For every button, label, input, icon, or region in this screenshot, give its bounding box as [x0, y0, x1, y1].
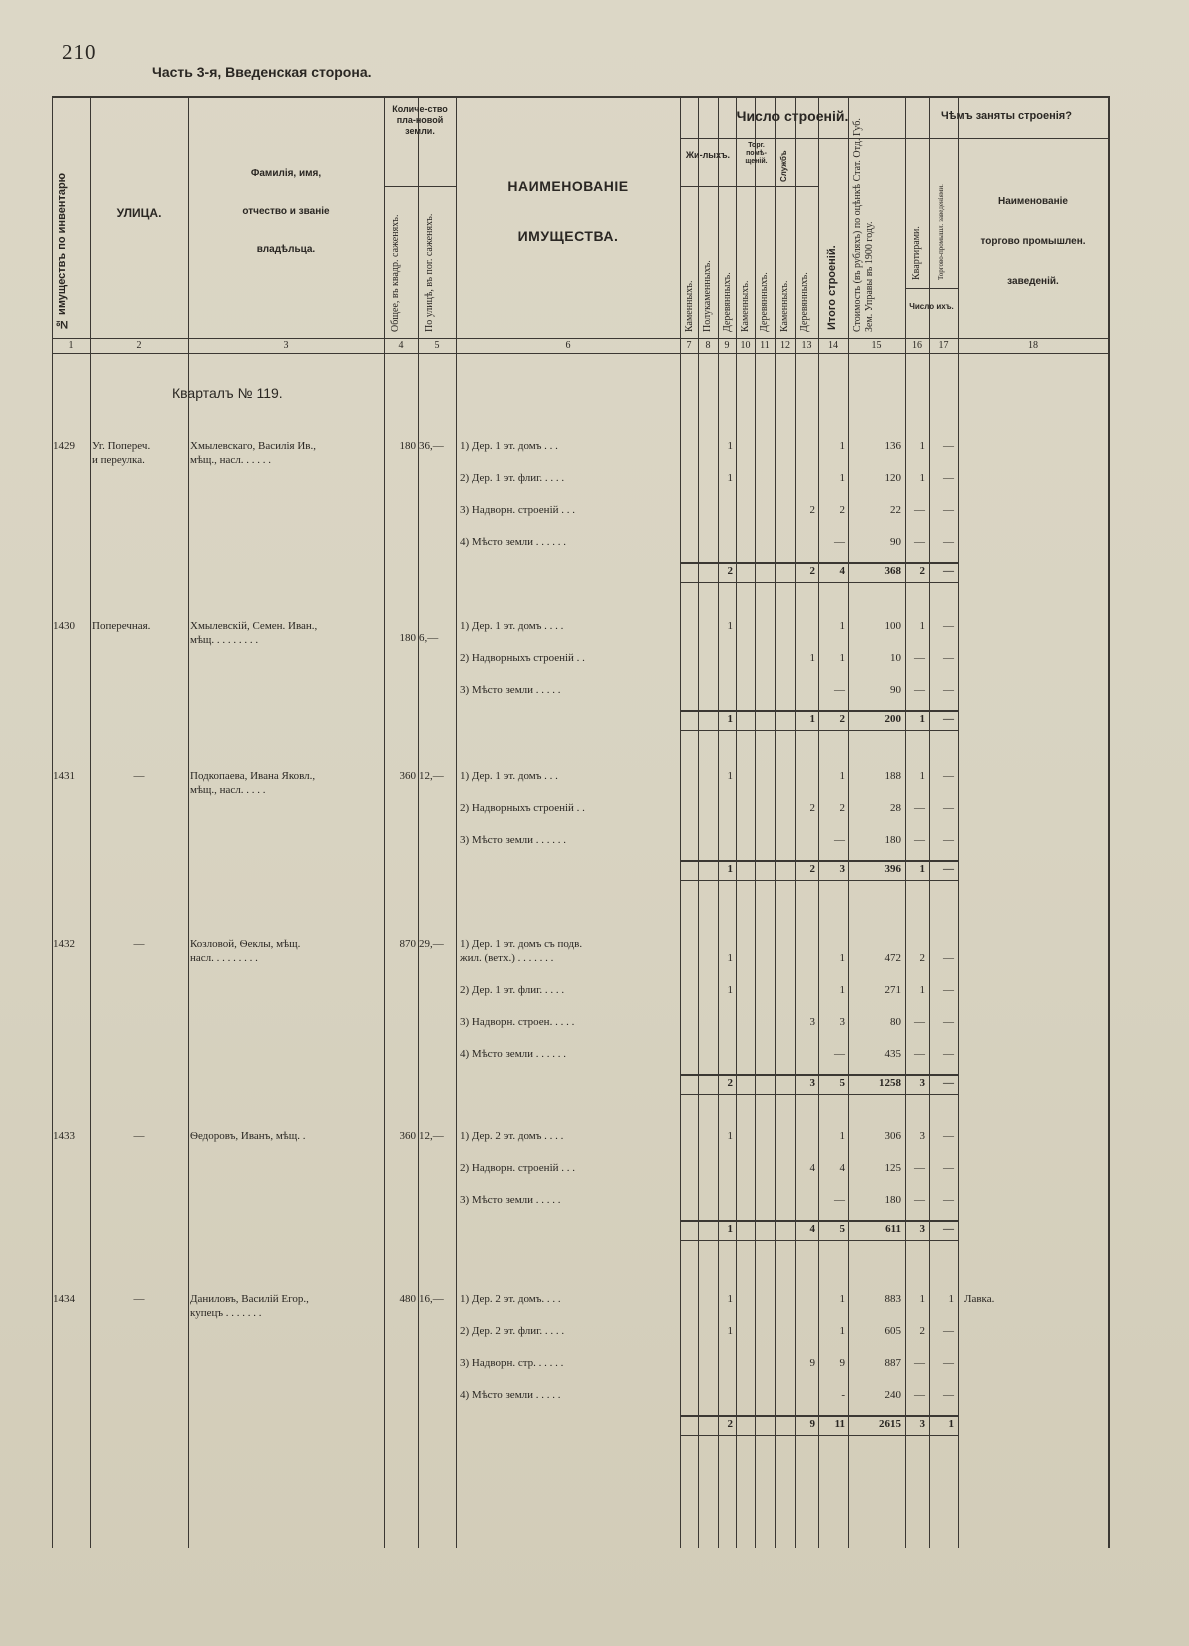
sum-c14: 5: [839, 1077, 845, 1089]
item-apartments: 1: [919, 1293, 925, 1305]
item-cost: 271: [884, 984, 901, 996]
column-rule: [188, 96, 189, 1548]
column-number: 14: [828, 340, 838, 351]
item-c14: 1: [839, 770, 845, 782]
row-rule: [680, 1240, 958, 1241]
header-service: Службъ: [779, 150, 788, 182]
item-cost: 120: [884, 472, 901, 484]
item-name: 1) Дер. 2 эт. домъ. . . .: [460, 1293, 561, 1305]
item-c14: 1: [839, 620, 845, 632]
header-establishment-names: Наименованіе: [998, 196, 1068, 207]
header-c8: Полукаменныхъ.: [702, 260, 713, 332]
item-cost: 435: [884, 1048, 901, 1060]
sum-c9: 1: [727, 713, 733, 725]
sum-c13: 2: [809, 863, 815, 875]
item-establishments: —: [943, 1130, 954, 1142]
entry-number: 1429: [53, 440, 75, 452]
entry-owner: Козловой, Ѳеклы, мѣщ.: [190, 938, 301, 950]
item-establishments: —: [943, 1016, 954, 1028]
item-c14: 3: [839, 1016, 845, 1028]
sum-cost: 368: [884, 565, 901, 577]
column-rule: [1108, 96, 1110, 1548]
row-rule: [52, 338, 1108, 339]
entry-owner: мѣщ. . . . . . . . .: [190, 634, 259, 646]
item-apartments: 1: [919, 472, 925, 484]
column-rule: [680, 96, 681, 1548]
header-c10: Каменныхъ.: [740, 280, 751, 332]
sum-apartments: 3: [919, 1077, 925, 1089]
entry-street: —: [133, 938, 145, 950]
item-cost: 240: [884, 1389, 901, 1401]
row-rule: [680, 730, 958, 731]
column-rule: [958, 96, 959, 1548]
item-c9: 1: [727, 1325, 733, 1337]
item-establishments: —: [943, 620, 954, 632]
entry-street: Поперечная.: [92, 620, 151, 632]
entry-street: —: [133, 1293, 145, 1305]
item-c14: 9: [839, 1357, 845, 1369]
item-c14: —: [834, 536, 845, 548]
item-establishments: —: [943, 440, 954, 452]
sum-c13: 9: [809, 1418, 815, 1430]
header-establishments: Торгово-промышл. заведеніями.: [937, 184, 945, 280]
entry-owner: Ѳедоровъ, Иванъ, мѣщ. .: [190, 1130, 306, 1142]
item-c13: 4: [809, 1162, 815, 1174]
item-cost: 80: [890, 1016, 901, 1028]
item-cost: 90: [890, 536, 901, 548]
item-c14: 1: [839, 952, 845, 964]
item-c9: 1: [727, 620, 733, 632]
sum-establishments: —: [943, 713, 954, 725]
item-name: 4) Мѣсто земли . . . . . .: [460, 1048, 567, 1060]
sum-c13: 2: [809, 565, 815, 577]
page-title: Часть 3-я, Введенская сторона.: [152, 64, 372, 80]
item-apartments: 3: [919, 1130, 925, 1142]
item-cost: 306: [884, 1130, 901, 1142]
header-trade: Торг. помѣ-щеній.: [745, 142, 768, 165]
sum-apartments: 3: [919, 1418, 925, 1430]
item-name: 3) Надворн. стр. . . . . .: [460, 1357, 564, 1369]
column-number: 11: [760, 340, 770, 351]
row-rule: [52, 353, 1108, 354]
column-number: 17: [938, 340, 949, 351]
row-rule: [680, 1094, 958, 1095]
column-number: 18: [1028, 340, 1038, 351]
item-c13: 3: [809, 1016, 815, 1028]
row-rule: [680, 1435, 958, 1436]
item-name: 4) Мѣсто земли . . . . .: [460, 1389, 561, 1401]
item-name: 2) Дер. 1 эт. флиг. . . . .: [460, 472, 565, 484]
entry-number: 1432: [53, 938, 75, 950]
sum-c9: 2: [727, 565, 733, 577]
entry-number: 1433: [53, 1130, 75, 1142]
item-apartments: 1: [919, 984, 925, 996]
entry-frontage: 12,—: [419, 770, 444, 782]
entry-street: и переулка.: [92, 454, 145, 466]
item-name: 2) Дер. 1 эт. флиг. . . . .: [460, 984, 565, 996]
item-apartments: 1: [919, 770, 925, 782]
item-establishments: —: [943, 1162, 954, 1174]
header-buildings: Число строеній.: [736, 108, 849, 124]
item-apartments: 2: [919, 1325, 925, 1337]
item-c9: 1: [727, 1130, 733, 1142]
item-establishments: —: [943, 1048, 954, 1060]
entry-number: 1434: [53, 1293, 75, 1305]
item-establishments: —: [943, 1389, 954, 1401]
item-establishments: —: [943, 952, 954, 964]
item-name: 3) Мѣсто земли . . . . .: [460, 1194, 561, 1206]
sum-apartments: 1: [919, 863, 925, 875]
item-name: 3) Мѣсто земли . . . . .: [460, 684, 561, 696]
item-c9: 1: [727, 1293, 733, 1305]
entry-owner: Подкопаева, Ивана Яковл.,: [190, 770, 316, 782]
item-establishment-name: Лавка.: [964, 1293, 995, 1305]
page-number: 210: [62, 40, 97, 64]
item-c14: —: [834, 834, 845, 846]
row-rule: [905, 288, 958, 289]
column-number: 13: [801, 340, 812, 351]
row-rule: [52, 96, 1108, 98]
sum-apartments: 2: [919, 565, 925, 577]
sum-cost: 611: [885, 1223, 901, 1235]
item-apartments: —: [914, 536, 925, 548]
column-rule: [384, 96, 385, 1548]
item-name: 1) Дер. 2 эт. домъ . . . .: [460, 1130, 564, 1142]
item-establishments: —: [943, 1357, 954, 1369]
sum-establishments: —: [943, 1223, 954, 1235]
item-establishments: —: [943, 1194, 954, 1206]
entry-total-area: 870: [399, 938, 416, 950]
item-name: 3) Надворн. строеній . . .: [460, 504, 576, 516]
sum-c9: 2: [727, 1077, 733, 1089]
header-c13: Деревянныхъ.: [799, 272, 810, 332]
entry-total-area: 180: [399, 440, 416, 452]
item-apartments: —: [914, 1194, 925, 1206]
item-establishments: 1: [948, 1293, 954, 1305]
header-establishment-names: заведеній.: [1007, 276, 1059, 287]
row-rule: [905, 138, 1108, 139]
column-number: 2: [136, 340, 142, 351]
item-apartments: —: [914, 1389, 925, 1401]
item-name: 2) Надворн. строеній . . .: [460, 1162, 576, 1174]
item-c9: 1: [727, 984, 733, 996]
row-rule: [680, 860, 958, 862]
item-apartments: —: [914, 684, 925, 696]
sum-establishments: —: [943, 565, 954, 577]
item-c14: 1: [839, 1325, 845, 1337]
header-c9: Деревянныхъ.: [722, 272, 733, 332]
sum-c9: 1: [727, 1223, 733, 1235]
column-number: 16: [912, 340, 922, 351]
item-establishments: —: [943, 504, 954, 516]
item-name: 1) Дер. 1 эт. домъ . . . .: [460, 620, 564, 632]
item-establishments: —: [943, 770, 954, 782]
entry-owner: мѣщ., насл. . . . .: [190, 784, 266, 796]
header-owner: владѣльца.: [256, 244, 316, 255]
item-name-cont: жил. (ветх.) . . . . . . .: [460, 952, 554, 964]
item-c14: 4: [839, 1162, 845, 1174]
item-c14: 2: [839, 802, 845, 814]
item-c9: 1: [727, 770, 733, 782]
item-establishments: —: [943, 652, 954, 664]
item-cost: 125: [884, 1162, 901, 1174]
item-cost: 605: [884, 1325, 901, 1337]
item-establishments: —: [943, 834, 954, 846]
entry-owner: насл. . . . . . . . .: [190, 952, 258, 964]
item-cost: 188: [884, 770, 901, 782]
entry-total-area: 360: [399, 770, 416, 782]
item-apartments: —: [914, 834, 925, 846]
item-cost: 180: [884, 1194, 901, 1206]
header-c12: Каменныхъ.: [779, 280, 790, 332]
item-c14: 1: [839, 984, 845, 996]
item-cost: 10: [890, 652, 901, 664]
entry-frontage: 6,—: [419, 632, 439, 644]
header-total-area: Общее, въ квадр. саженяхъ.: [390, 214, 401, 332]
sum-c13: 4: [809, 1223, 815, 1235]
item-apartments: —: [914, 652, 925, 664]
item-cost: 180: [884, 834, 901, 846]
entry-street: —: [133, 770, 145, 782]
sum-cost: 1258: [879, 1077, 901, 1089]
column-number: 4: [398, 340, 404, 351]
header-occupied: Чѣмъ заняты строенія?: [941, 110, 1072, 122]
item-apartments: —: [914, 1048, 925, 1060]
column-rule: [418, 96, 419, 1548]
column-rule: [775, 96, 776, 1548]
header-apartments: Квартирами.: [911, 226, 922, 280]
sum-establishments: 1: [948, 1418, 954, 1430]
item-apartments: 1: [919, 620, 925, 632]
header-establishment-names: торгово промышлен.: [980, 236, 1086, 247]
item-c14: 1: [839, 1130, 845, 1142]
item-c14: —: [834, 1194, 845, 1206]
item-c9: 1: [727, 952, 733, 964]
entry-owner: мѣщ., насл. . . . . .: [190, 454, 272, 466]
sum-c13: 3: [809, 1077, 815, 1089]
column-number: 6: [565, 340, 571, 351]
header-frontage: По улицѣ, въ пог. саженяхъ.: [424, 213, 435, 332]
item-c14: 1: [839, 472, 845, 484]
header-property-name: ИМУЩЕСТВА.: [517, 228, 619, 244]
entry-frontage: 29,—: [419, 938, 444, 950]
item-name: 2) Надворныхъ строеній . .: [460, 652, 585, 664]
column-rule: [456, 96, 457, 1548]
item-establishments: —: [943, 472, 954, 484]
item-apartments: —: [914, 802, 925, 814]
item-c9: 1: [727, 440, 733, 452]
item-establishments: —: [943, 1325, 954, 1337]
item-name: 1) Дер. 1 эт. домъ . . .: [460, 770, 558, 782]
entry-owner: купецъ . . . . . . .: [190, 1307, 262, 1319]
item-cost: 28: [890, 802, 901, 814]
header-col-number: № имуществъ по инвентарю: [56, 172, 68, 330]
entry-street: Уг. Попереч.: [92, 440, 151, 452]
row-rule: [680, 1074, 958, 1076]
row-rule: [680, 186, 818, 187]
item-c14: —: [834, 1048, 845, 1060]
item-establishments: —: [943, 684, 954, 696]
item-establishments: —: [943, 802, 954, 814]
header-street: УЛИЦА.: [116, 206, 162, 220]
entry-frontage: 12,—: [419, 1130, 444, 1142]
item-c14: —: [834, 684, 845, 696]
row-rule: [384, 186, 456, 187]
item-name: 2) Дер. 2 эт. флиг. . . . .: [460, 1325, 565, 1337]
item-apartments: —: [914, 1016, 925, 1028]
item-cost: 136: [884, 440, 901, 452]
item-cost: 887: [884, 1357, 901, 1369]
entry-owner: Даниловъ, Василій Егор.,: [190, 1293, 309, 1305]
sum-c14: 5: [839, 1223, 845, 1235]
sum-establishments: —: [943, 863, 954, 875]
sum-c9: 2: [727, 1418, 733, 1430]
column-number: 12: [780, 340, 790, 351]
column-rule: [795, 96, 796, 1548]
item-c13: 9: [809, 1357, 815, 1369]
sum-cost: 396: [884, 863, 901, 875]
sum-apartments: 3: [919, 1223, 925, 1235]
item-c13: 2: [809, 802, 815, 814]
item-c14: 1: [839, 440, 845, 452]
entry-frontage: 16,—: [419, 1293, 444, 1305]
entry-owner: Хмылевскаго, Василія Ив.,: [190, 440, 316, 452]
row-rule: [680, 562, 958, 564]
header-property-name: НАИМЕНОВАНІЕ: [507, 178, 629, 194]
header-total-buildings: Итого строеній.: [826, 245, 838, 330]
entry-total-area: 360: [399, 1130, 416, 1142]
item-name: 4) Мѣсто земли . . . . . .: [460, 536, 567, 548]
header-c7: Каменныхъ.: [684, 280, 695, 332]
row-rule: [680, 1415, 958, 1417]
sum-c14: 4: [839, 565, 845, 577]
column-number: 10: [740, 340, 751, 351]
sum-c13: 1: [809, 713, 815, 725]
entry-number: 1430: [53, 620, 75, 632]
row-rule: [680, 582, 958, 583]
item-cost: 472: [884, 952, 901, 964]
column-number: 5: [434, 340, 440, 351]
item-c14: 2: [839, 504, 845, 516]
row-rule: [680, 880, 958, 881]
item-name: 1) Дер. 1 эт. домъ . . .: [460, 440, 558, 452]
sum-cost: 200: [884, 713, 901, 725]
entry-total-area: 480: [399, 1293, 416, 1305]
item-apartments: —: [914, 1162, 925, 1174]
header-land: Количе-ство пла-новой земли.: [392, 104, 448, 136]
header-c11: Деревянныхъ.: [759, 272, 770, 332]
item-cost: 883: [884, 1293, 901, 1305]
entry-frontage: 36,—: [419, 440, 444, 452]
sum-c9: 1: [727, 863, 733, 875]
row-rule: [680, 710, 958, 712]
column-number: 8: [705, 340, 711, 351]
column-rule: [90, 96, 91, 1548]
sum-apartments: 1: [919, 713, 925, 725]
column-rule: [698, 96, 699, 1548]
item-establishments: —: [943, 984, 954, 996]
entry-number: 1431: [53, 770, 75, 782]
column-number: 3: [283, 340, 289, 351]
item-cost: 22: [890, 504, 901, 516]
sum-establishments: —: [943, 1077, 954, 1089]
quarter-heading: Кварталъ № 119.: [172, 385, 283, 401]
column-rule: [52, 96, 53, 1548]
item-name: 3) Надворн. строен. . . . .: [460, 1016, 575, 1028]
sum-cost: 2615: [879, 1418, 901, 1430]
header-living: Жи-лыхъ.: [685, 150, 731, 160]
item-cost: 100: [884, 620, 901, 632]
item-c9: 1: [727, 472, 733, 484]
entry-street: —: [133, 1130, 145, 1142]
item-c14: 1: [839, 652, 845, 664]
sum-c14: 3: [839, 863, 845, 875]
column-number: 9: [724, 340, 730, 351]
column-rule: [755, 96, 756, 1548]
header-cost: Стоимость (въ рубляхъ) по оцѣнкѣ Стат. Отд. Губ. Зем. Управы въ 1900 году.: [852, 118, 875, 332]
entry-owner: Хмылевскій, Семен. Иван.,: [190, 620, 318, 632]
item-apartments: —: [914, 1357, 925, 1369]
item-c13: 2: [809, 504, 815, 516]
item-apartments: —: [914, 504, 925, 516]
sum-c14: 2: [839, 713, 845, 725]
item-establishments: —: [943, 536, 954, 548]
header-count: Число ихъ.: [909, 302, 954, 311]
column-number: 1: [68, 340, 74, 351]
column-number: 15: [871, 340, 882, 351]
column-number: 7: [686, 340, 692, 351]
item-apartments: 1: [919, 440, 925, 452]
entry-total-area: 180: [399, 632, 416, 644]
item-cost: 90: [890, 684, 901, 696]
item-name: 1) Дер. 1 эт. домъ съ подв.: [460, 938, 583, 950]
row-rule: [680, 1220, 958, 1222]
item-apartments: 2: [919, 952, 925, 964]
column-rule: [736, 96, 737, 1548]
header-owner: отчество и званіе: [242, 206, 330, 217]
item-c13: 1: [809, 652, 815, 664]
item-c14: 1: [839, 1293, 845, 1305]
header-owner: Фамилія, имя,: [250, 168, 322, 179]
sum-c14: 11: [834, 1418, 845, 1430]
item-name: 2) Надворныхъ строеній . .: [460, 802, 585, 814]
item-name: 3) Мѣсто земли . . . . . .: [460, 834, 567, 846]
item-c14: -: [841, 1389, 845, 1401]
